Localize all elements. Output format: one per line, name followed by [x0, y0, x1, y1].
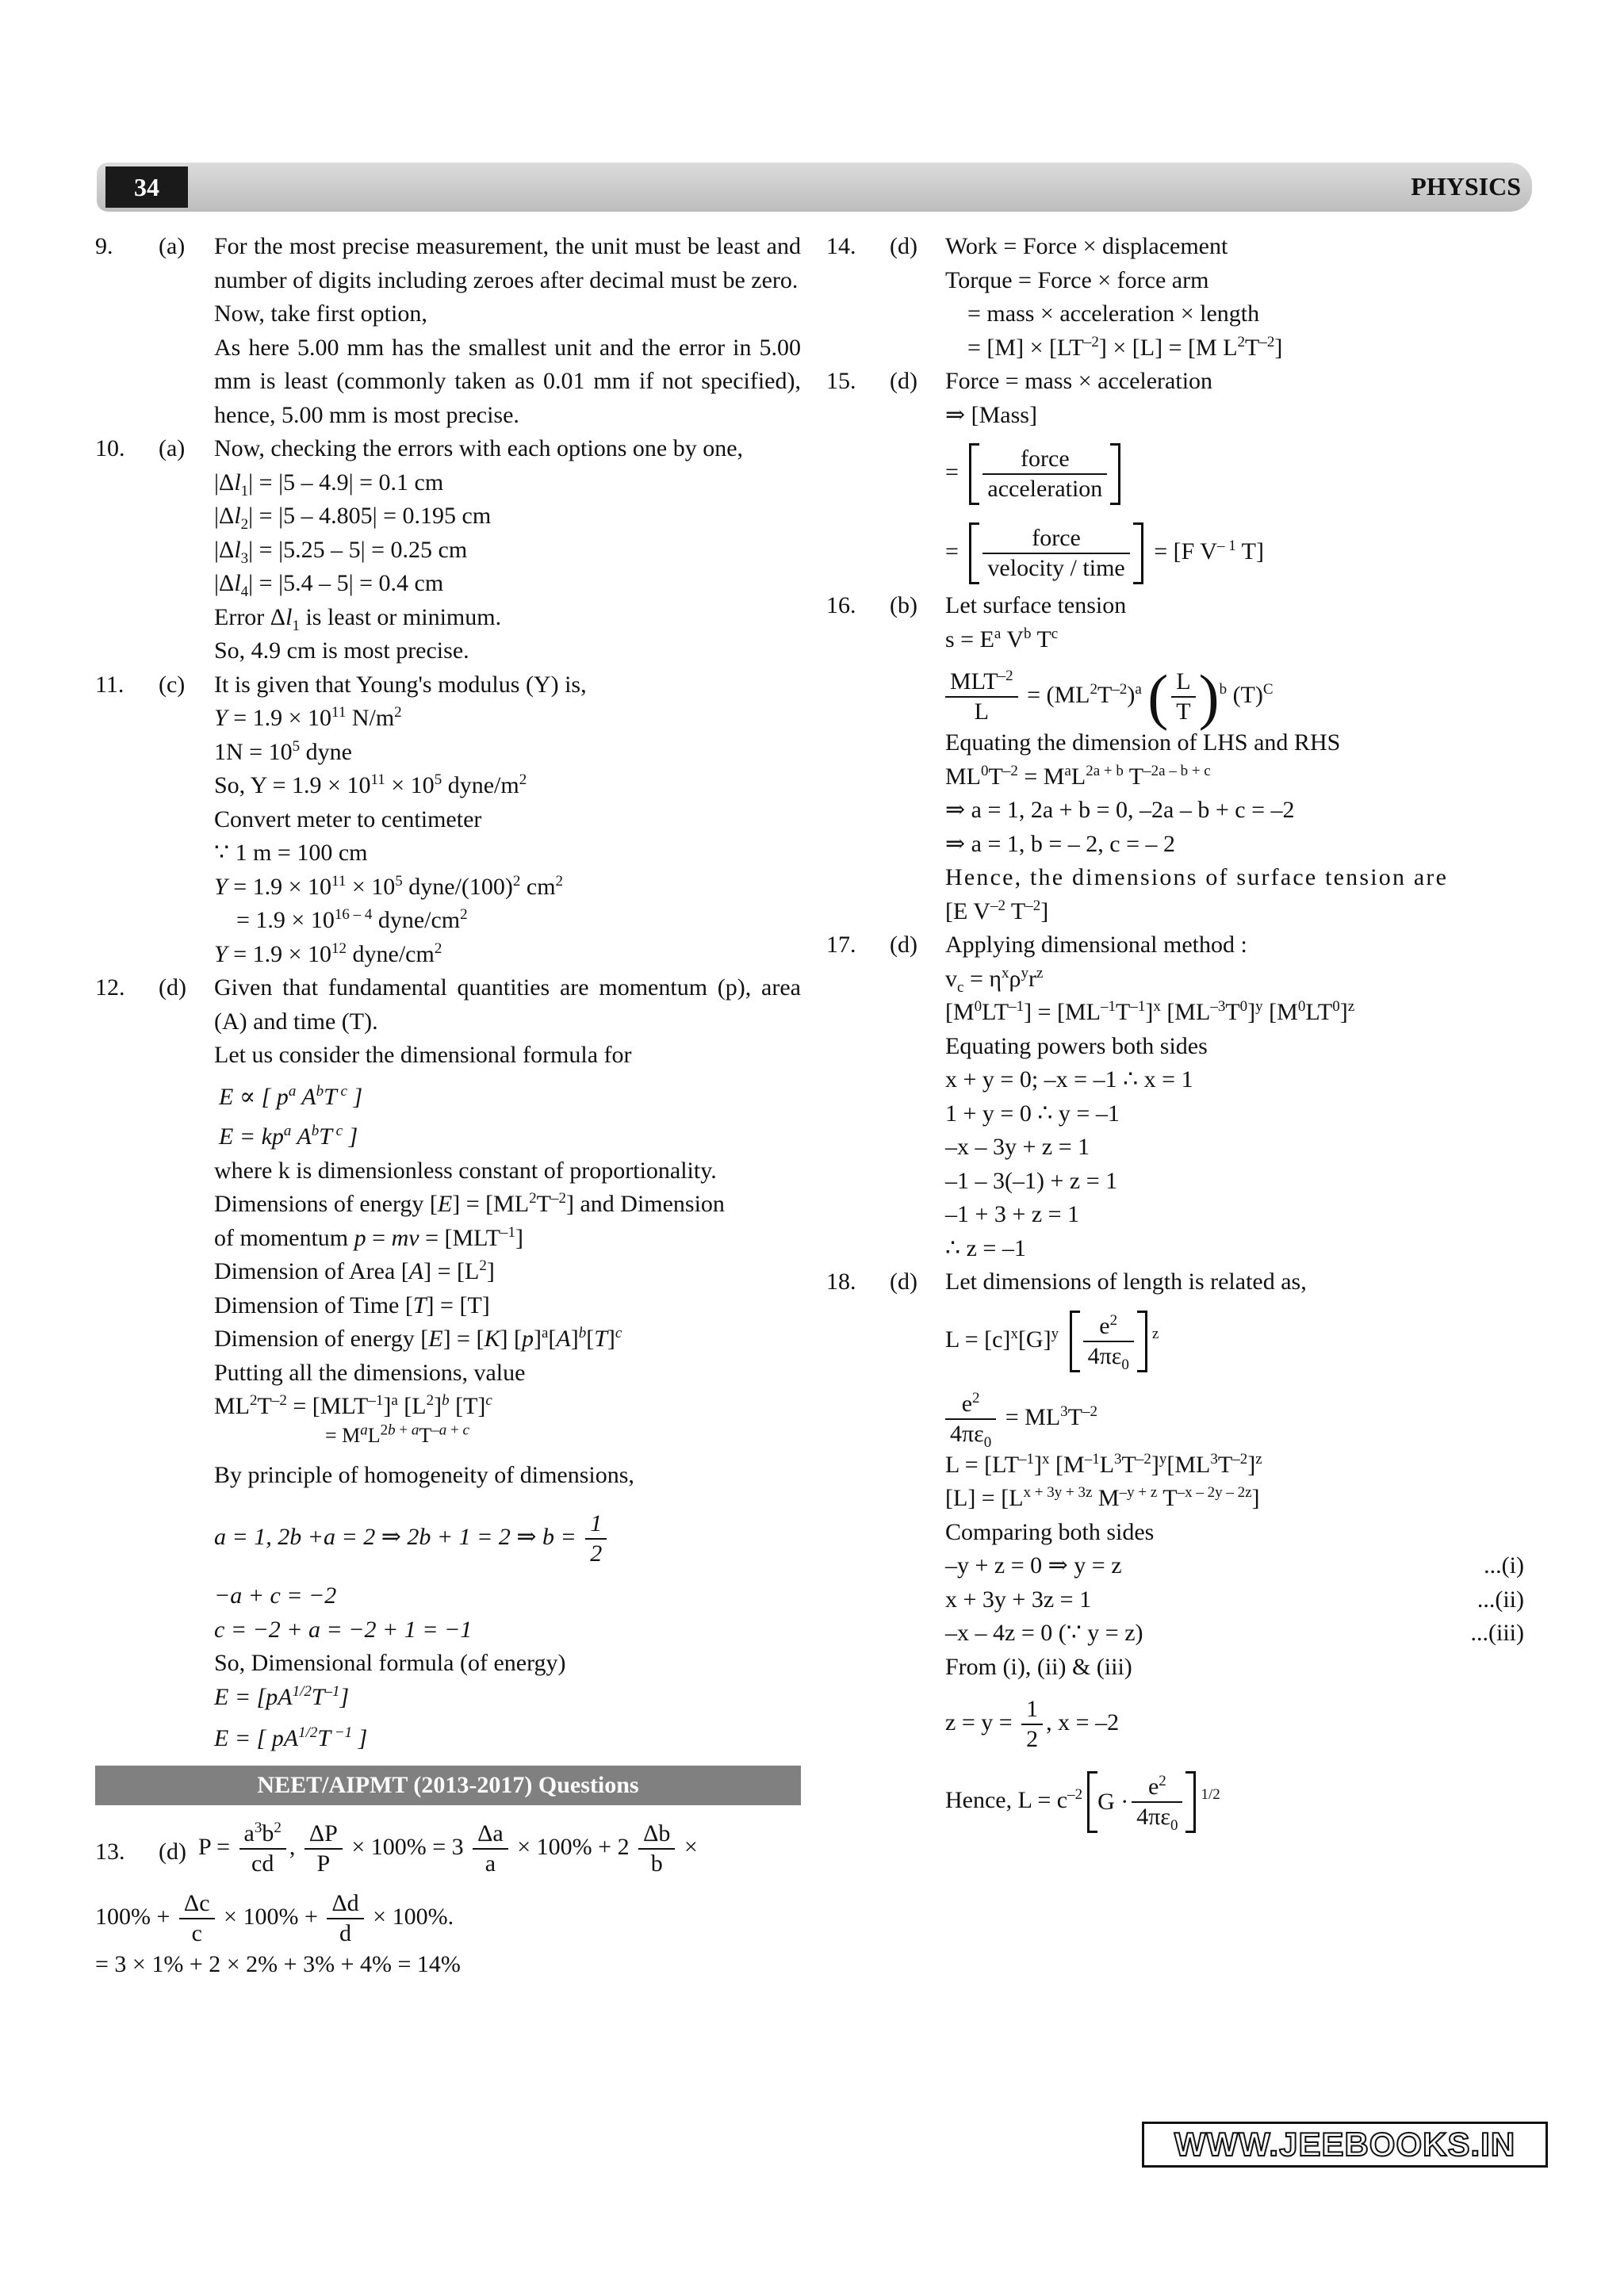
equation: = $\frac{\text{force}}{\text{velocity / time}}$ = [F $V^{- 1}$ T] [945, 522, 1540, 584]
solution-text: Error $\Delta l_1$ is least or minimum. [214, 603, 502, 634]
equation: 100% + $\frac{\Delta c}{c}$ × 100% + $\frac{\Delta d}{d}$ × 100%. [95, 1889, 454, 1946]
answer-option: (d) [890, 368, 917, 394]
equation: 1 + y = 0 ∴ y = –1 [945, 1100, 1120, 1127]
equation: $ML^0T^{-2} = M^aL^{2a + b}$ $T^{-2a - b + c}$ [945, 762, 1211, 790]
fraction: $\frac{1}{2}$ [585, 1510, 607, 1568]
question-13 [95, 1820, 801, 1982]
equation: Force = mass × acceleration [945, 368, 1213, 394]
equation: Dimension of Time [T] = [T] [214, 1292, 490, 1318]
question-number: 13. [95, 1838, 125, 1865]
answer-option: (d) [890, 1269, 917, 1295]
equation: Dimensions of energy $[E] = [ML^2T^{-2}]$ and Dimension [214, 1190, 725, 1217]
page-header-bar [97, 163, 1532, 212]
equation: c = −2 + a = −2 + 1 = −1 [214, 1616, 473, 1643]
solution-text: So, Dimensional formula (of energy) [214, 1650, 566, 1676]
solution-text: ∵ 1 m = 100 cm [214, 840, 368, 866]
question-10 [95, 432, 801, 668]
equation: $[M^0LT^{-1}] = [ML^{-1}T^{-1}]^x$ $[ML^{-3}T^0]^y$ $[M^0LT^0]^z$ [945, 998, 1355, 1025]
subject-title: PHYSICS [1411, 172, 1521, 201]
solution-text: By principle of homogeneity of dimensions, [214, 1461, 634, 1488]
equation: = 3 × 1% + 2 × 2% + 3% + 4% = 14% [95, 1950, 461, 1977]
solution-text: For the most precise measurement, the unit must be least and number of digits including zeroes after decimal must be zero. [214, 233, 801, 293]
equation: Hence, $L = c^{-2}$ G · $\frac{e^2}{4\pi\varepsilon_0}$ $^{1/2}$ [945, 1773, 1220, 1834]
answer-option: (d) [159, 974, 186, 1001]
error-line-4: $|\Delta l_4| = |5.4 - 5| = 0.4$ cm [214, 570, 444, 600]
equation: a = 1, 2b +a = 2 ⇒ 2b + 1 = 2 ⇒ b = $\frac{1}{2}$ [214, 1510, 801, 1568]
question-15 [826, 365, 1540, 584]
equation: $Y = 1.9 \times 10^{12}$ dyne/$cm^2$ [214, 939, 442, 967]
question-number: 11. [95, 671, 124, 698]
solution-text: Now, checking the errors with each options one by one, [214, 435, 744, 461]
equation: –1 – 3(–1) + z = 1 [945, 1167, 1118, 1194]
equation: $E = [pA^{1/2}T^{-1}]$ [214, 1682, 350, 1710]
answer-option: (b) [890, 592, 917, 618]
left-column [95, 230, 801, 1981]
equation: Torque = Force × force arm [945, 266, 1209, 293]
equation: $Y = 1.9 \times 10^{11} \times 10^5$ dyne/$(100)^2$ $cm^2$ [214, 872, 564, 900]
solution-text: Convert meter to centimeter [214, 806, 482, 832]
equation-text: Hence, L = [945, 1786, 1051, 1813]
equation-text: | = |5.4 – 5| = 0.4 cm [248, 570, 444, 596]
question-18 [826, 1265, 1540, 1833]
question-number: 16. [826, 592, 856, 618]
solution-text: Given that fundamental quantities are momentum (p), area (A) and time (T). [214, 974, 801, 1035]
question-14 [826, 230, 1540, 365]
question-number: 18. [826, 1269, 856, 1295]
equation-ref: ...(i) [1484, 1552, 1524, 1578]
question-12 [95, 971, 801, 1756]
error-line-2: $|\Delta l_2| = |5 - 4.805| = 0.195$ cm [214, 503, 492, 533]
solution-text: is least or minimum. [305, 603, 502, 630]
section-heading: NEET/AIPMT (2013-2017) Questions [95, 1766, 801, 1805]
question-11 [95, 668, 801, 972]
question-16 [826, 589, 1540, 928]
equation: P = $\frac{a^3b^2}{cd}$ , $\frac{\Delta P}{P}$ × 100% = 3 $\frac{\Delta a}{a}$ × 100% + 2 $\frac{\Delta b}{b}$ × [198, 1819, 698, 1877]
equation: [E $V^{-2}$ $T^{-2}$] [945, 897, 1049, 924]
equation [945, 1583, 1540, 1617]
solution-text: So, 4.9 cm is most precise. [214, 637, 469, 664]
question-number: 12. [95, 974, 125, 1001]
equation: = $[M] \times [LT^{-2}] \times [L] = [M$ $L^2T^{-2}$] [967, 333, 1283, 361]
right-column [826, 230, 1540, 1833]
equation: ⇒ a = 1, 2a + b = 0, –2a – b + c = –2 [945, 797, 1295, 823]
equation: Dimension of energy [E] = [K] $[p]^a[A]^b[T]^c$ [214, 1325, 622, 1352]
equation: = mass × acceleration × length [967, 300, 1260, 327]
equation: z = y = $\frac{1}{2}$ , x = –2 [945, 1696, 1120, 1752]
answer-option: (d) [890, 932, 917, 958]
answer-option: (c) [159, 671, 186, 698]
solution-text: Equating the dimension of LHS and RHS [945, 729, 1341, 756]
question-number: 10. [95, 435, 125, 461]
solution-text: Hence, the dimensions of surface tension are [945, 864, 1449, 890]
equation: Putting all the dimensions, value [214, 1359, 526, 1386]
answer-option: (d) [159, 1838, 186, 1865]
solution-text: Let us consider the dimensional formula for [214, 1042, 632, 1068]
equation: −a + c = −2 [214, 1582, 337, 1609]
equation: $s = E^a$ $V^b$ $T^c$ [945, 625, 1059, 652]
equation: $[L] = [L^{x + 3y + 3z}$ $M^{-y + z}$ $T^{-x - 2y - 2z}$] [945, 1484, 1260, 1511]
question-17 [826, 928, 1540, 1265]
equation: $\frac{e^2}{4\pi\varepsilon_0}$ = $ML^3T^{-2}$ [945, 1390, 1540, 1448]
solution-text: Applying dimensional method : [945, 932, 1247, 958]
equation: = $M^aL^{2b + a}T^{-a + c}$ [325, 1421, 469, 1447]
equation: Dimension of Area $[A] = [L^2]$ [214, 1257, 495, 1284]
equation-text: x + 3y + 3z = 1 [945, 1586, 1092, 1613]
answer-option: (a) [159, 233, 186, 259]
equation: $v_c = \eta^x\rho^yr^z$ [945, 964, 1044, 996]
answer-option: (a) [159, 435, 186, 461]
equation: Work = Force × displacement [945, 233, 1228, 259]
equation-text: –x – 4z = 0 (∵ y = z) [945, 1620, 1143, 1646]
solution-text: Now, take first option, [214, 300, 427, 327]
equation: $L = [c]^x[G]^y$ $\frac{e^2}{4\pi\varepsilon_0}$ $^z$ [945, 1311, 1159, 1373]
equation: $ML^2T^{-2} = [MLT^{-1}]^a$ $[L^2]^b$ $[T]^c$ [214, 1392, 492, 1419]
equation: –x – 3y + z = 1 [945, 1134, 1090, 1160]
error-line-3: $|\Delta l_3| = |5.25 - 5| = 0.25$ cm [214, 536, 468, 567]
page-number: 34 [105, 166, 188, 208]
equation: –1 + 3 + z = 1 [945, 1201, 1080, 1227]
solution-text: Equating powers both sides [945, 1032, 1208, 1059]
equation [945, 1549, 1540, 1583]
equation: x + y = 0; –x = –1 ∴ x = 1 [945, 1066, 1193, 1093]
equation-text: | = |5 – 4.9| = 0.1 cm [248, 469, 444, 496]
question-number: 17. [826, 932, 856, 958]
equation [945, 1617, 1540, 1651]
equation: ⇒ [Mass] [945, 401, 1037, 428]
solution-text: From (i), (ii) & (iii) [945, 1653, 1132, 1680]
equation-ref: ...(iii) [1470, 1620, 1524, 1646]
equation-text: | = |5 – 4.805| = 0.195 cm [248, 503, 492, 529]
question-9 [95, 230, 801, 432]
equation: ∴ z = –1 [945, 1234, 1026, 1261]
equation: = $1.9 \times 10^{16 - 4}$ dyne/$cm^2$ [236, 906, 468, 933]
solution-text: It is given that Young's modulus (Y) is, [214, 671, 587, 698]
equation: $1N = 10^5$ dyne [214, 737, 352, 765]
equation: E ∝ [ $p^a$ $A^bT$ $^c$ ] [219, 1082, 363, 1110]
equation: $Y = 1.9 \times 10^{11}$ $N/m^2$ [214, 704, 402, 731]
solution-text: Comparing both sides [945, 1518, 1155, 1545]
equation: $L = [LT^{-1}]^x$ $[M^{-1}L^3T^{-2}]^y[ML^3T^{-2}]^z$ [945, 1450, 1262, 1478]
question-number: 14. [826, 233, 856, 259]
error-line-1: $|\Delta l_1| = |5 - 4.9| = 0.1$ cm [214, 469, 444, 499]
equation: ⇒ a = 1, b = – 2, c = – 2 [945, 830, 1176, 857]
question-number: 9. [95, 233, 113, 259]
equation-text: –y + z = 0 ⇒ y = z [945, 1552, 1122, 1578]
equation: = $\frac{\text{force}}{\text{acceleration}}$ [945, 443, 1540, 505]
solution-text: As here 5.00 mm has the smallest unit and the error in 5.00 mm is least (commonly taken as 0.01 mm if not specified), hence, 5.00 mm is most precise. [214, 334, 801, 428]
watermark: WWW.JEEBOOKS.IN [1142, 2122, 1548, 2168]
equation: of momentum p = mv = $[MLT^{-1}]$ [214, 1223, 524, 1251]
equation-ref: ...(ii) [1477, 1586, 1524, 1613]
equation: $E = kp^a$ $A^bT$ $^c$ ] [219, 1123, 358, 1150]
equation: E = [ $pA^{1/2}T$ $^{-1}$ ] [214, 1724, 368, 1751]
solution-text: where k is dimensionless constant of proportionality. [214, 1157, 717, 1184]
answer-option: (d) [890, 233, 917, 259]
question-number: 15. [826, 368, 856, 394]
equation-text: So, Y = 1.9 × 10 [214, 772, 371, 798]
solution-text: Let surface tension [945, 592, 1127, 618]
solution-text: Let dimensions of length is related as, [945, 1269, 1307, 1295]
equation: $\frac{MLT^{-2}}{L}$ = $(ML^2T^{-2})^a$ ( $\frac{L}{T}$ ) $^b$ $(T)^C$ [945, 668, 1540, 726]
equation: So, $Y = 1.9 \times 10^{11} \times 10^5$ dyne/$m^2$ [214, 771, 527, 798]
equation-text: | = |5.25 – 5| = 0.25 cm [248, 536, 468, 563]
